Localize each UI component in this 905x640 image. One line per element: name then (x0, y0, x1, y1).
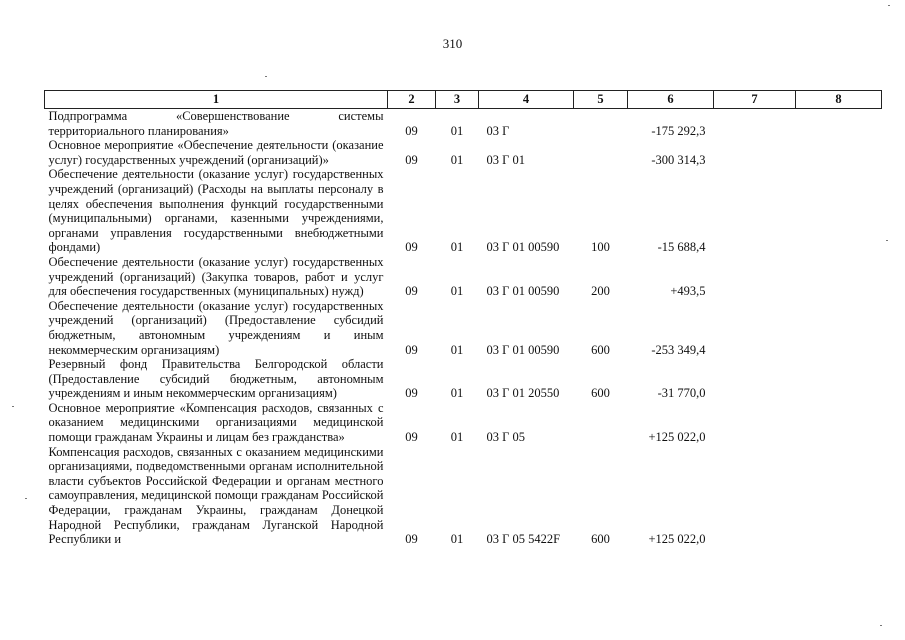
row-amount: +125 022,0 (648, 532, 706, 547)
row-type (574, 109, 628, 139)
page-number: 310 (442, 36, 463, 51)
row-section: 09 (405, 240, 418, 255)
row-amount: -31 770,0 (657, 386, 706, 401)
table-row (45, 357, 882, 401)
budget-table (44, 90, 882, 547)
table-row (45, 445, 882, 547)
row-type (574, 401, 628, 445)
row-col-8 (796, 401, 882, 445)
row-col-7 (714, 445, 796, 547)
row-amount: -15 688,4 (657, 240, 706, 255)
scan-speck (25, 498, 27, 499)
scan-speck (265, 76, 267, 77)
row-name: Резервный фонд Правительства Белгородской области (Предоставление субсидий бюджетным, автономным учреждениям и иным некоммерческим организациям) (48, 357, 384, 401)
row-type: 200 (591, 284, 610, 299)
row-col-8 (796, 167, 882, 255)
row-name: Компенсация расходов, связанных с оказанием медицинскими организациями, подведомственными органам исполнительной власти субъектов Российской Федерации и органам местного самоуправления, медицинской помощи гражданам Российской Федерации, гражданам Украины, гражданам Донецкой Народной Республики, гражданам Луганской Народной Республики и (48, 444, 384, 547)
row-target: 03 Г 01 00590 (486, 284, 560, 299)
row-section: 09 (405, 152, 418, 167)
table-row (45, 401, 882, 445)
row-subsection: 01 (450, 532, 464, 547)
row-type (574, 138, 628, 167)
row-name: Обеспечение деятельности (оказание услуг) государственных учреждений (организаций) (Закупка товаров, работ и услуг для обеспечения государственных (муниципальных) нужд) (48, 254, 384, 299)
row-amount: -253 349,4 (651, 342, 706, 357)
header-col-7: 7 (714, 91, 796, 109)
header-col-8: 8 (796, 91, 882, 109)
header-col-5: 5 (574, 91, 628, 109)
row-name: Подпрограмма «Совершенствование системы территориального планирования» (48, 109, 384, 138)
row-subsection: 01 (450, 284, 464, 299)
row-target: 03 Г (486, 123, 510, 138)
row-col-7 (714, 401, 796, 445)
table-header (45, 91, 882, 109)
row-col-7 (714, 255, 796, 299)
row-col-7 (714, 109, 796, 139)
row-target: 03 Г 01 20550 (486, 386, 560, 401)
row-subsection: 01 (450, 342, 464, 357)
row-col-7 (714, 357, 796, 401)
row-section: 09 (405, 342, 418, 357)
scan-speck (12, 406, 14, 407)
row-col-8 (796, 255, 882, 299)
row-col-7 (714, 167, 796, 255)
row-amount: -175 292,3 (651, 123, 706, 138)
row-subsection: 01 (450, 386, 464, 401)
row-section: 09 (405, 284, 418, 299)
row-amount: +493,5 (670, 284, 706, 299)
header-col-6: 6 (628, 91, 714, 109)
header-col-2: 2 (388, 91, 436, 109)
header-col-4: 4 (479, 91, 574, 109)
row-amount: -300 314,3 (651, 152, 706, 167)
row-name: Обеспечение деятельности (оказание услуг) государственных учреждений (организаций) (Предоставление субсидий бюджетным, автономным учреждениям и иным некоммерческим организациям) (48, 298, 384, 357)
table-body (45, 109, 882, 547)
row-subsection: 01 (450, 240, 464, 255)
row-target: 03 Г 01 00590 (486, 240, 560, 255)
scan-speck (888, 5, 890, 6)
row-target: 03 Г 01 00590 (486, 342, 560, 357)
header-row (45, 91, 882, 109)
header-col-1: 1 (45, 91, 388, 109)
row-target: 03 Г 05 5422F (486, 532, 561, 547)
row-section: 09 (405, 386, 418, 401)
row-col-8 (796, 299, 882, 357)
row-type: 600 (591, 342, 610, 357)
row-col-8 (796, 138, 882, 167)
row-section: 09 (405, 532, 418, 547)
row-subsection: 01 (450, 430, 464, 445)
table-row (45, 109, 882, 139)
row-subsection: 01 (450, 123, 464, 138)
table-row (45, 138, 882, 167)
row-col-7 (714, 299, 796, 357)
row-col-8 (796, 357, 882, 401)
row-type: 600 (591, 532, 610, 547)
row-subsection: 01 (450, 152, 464, 167)
row-target: 03 Г 01 (486, 152, 525, 167)
row-col-7 (714, 138, 796, 167)
row-name: Основное мероприятие «Компенсация расходов, связанных с оказанием медицинскими организациями медицинской помощи гражданам Украины и лицам без гражданства» (48, 400, 384, 445)
row-name: Обеспечение деятельности (оказание услуг) государственных учреждений (организаций) (Расходы на выплаты персоналу в целях обеспечения выполнения функций государственными (муниципальными) органами, казенными учреждениями, органами управления государственными внебюджетными фондами) (48, 167, 384, 255)
row-section: 09 (405, 123, 418, 138)
table-row (45, 299, 882, 357)
row-amount: +125 022,0 (648, 430, 706, 445)
table-row (45, 255, 882, 299)
scan-speck (880, 625, 882, 626)
table-row (45, 167, 882, 255)
row-target: 03 Г 05 (486, 430, 525, 445)
row-section: 09 (405, 430, 418, 445)
scan-speck (886, 240, 888, 241)
row-col-8 (796, 109, 882, 139)
row-col-8 (796, 445, 882, 547)
row-type: 100 (591, 240, 610, 255)
row-type: 600 (591, 386, 610, 401)
row-name: Основное мероприятие «Обеспечение деятельности (оказание услуг) государственных учреждений (организаций)» (48, 138, 384, 167)
header-col-3: 3 (436, 91, 479, 109)
